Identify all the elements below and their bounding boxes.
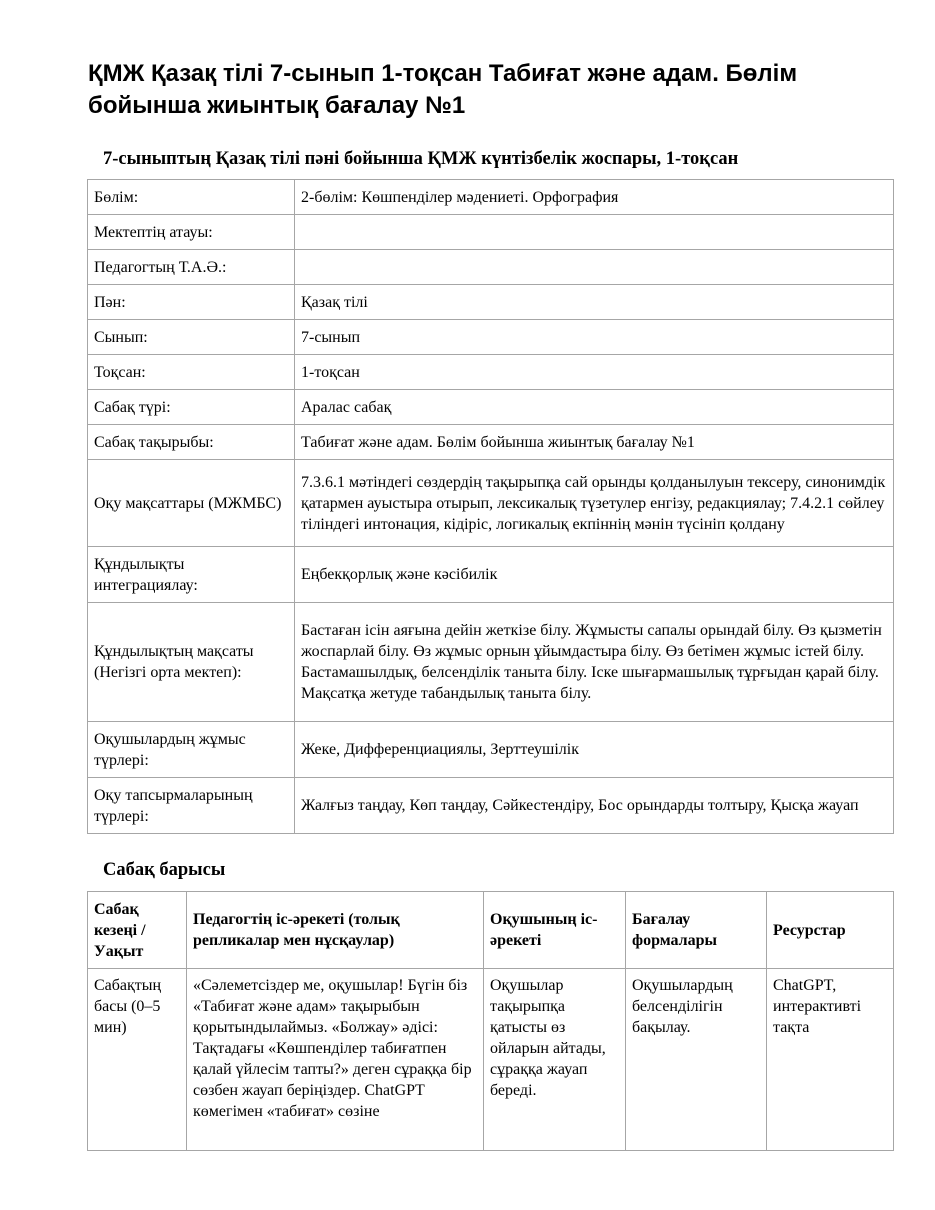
row-value-school (295, 215, 894, 250)
lesson-info-table (87, 179, 894, 834)
table-row (88, 460, 894, 547)
row-label-school: Мектептің атауы: (88, 215, 295, 250)
header-stage: Сабақ кезеңі / Уақыт (88, 892, 187, 969)
table-row (88, 215, 894, 250)
document-title: ҚМЖ Қазақ тілі 7-сынып 1-тоқсан Табиғат және адам. Бөлім бойынша жиынтық бағалау №1 (88, 60, 798, 119)
lesson-flow-table (87, 891, 894, 1151)
table-row (88, 603, 894, 722)
row-value-task-types: Жалғыз таңдау, Көп таңдау, Сәйкестендіру, Бос орындарды толтыру, Қысқа жауап (295, 778, 894, 834)
table-row (88, 722, 894, 778)
lesson-heading: Сабақ барысы (103, 860, 226, 880)
row-label-lesson-type: Сабақ түрі: (88, 390, 295, 425)
table-row (88, 285, 894, 320)
row-value-subject: Қазақ тілі (295, 285, 894, 320)
cell-teacher-activity: «Сәлеметсіздер ме, оқушылар! Бүгін біз «Табиғат және адам» тақырыбын қорытындылаймыз. «Болжау» әдісі: Тақтадағы «Көшпенділер табиғатпен қалай үйлесім тапты?» деген сұраққа бір сөзбен жауап беріңіздер. ChatGPT көмегімен «табиғат» сөзіне (187, 969, 484, 1151)
row-label-work-types: Оқушылардың жұмыс түрлері: (88, 722, 295, 778)
cell-resources: ChatGPT, интерактивті тақта (767, 969, 894, 1151)
row-value-lesson-type: Аралас сабақ (295, 390, 894, 425)
header-student-activity: Оқушының іс-әрекеті (484, 892, 626, 969)
row-label-section: Бөлім: (88, 180, 295, 215)
row-value-work-types: Жеке, Дифференциациялы, Зерттеушілік (295, 722, 894, 778)
row-value-lesson-topic: Табиғат және адам. Бөлім бойынша жиынтық бағалау №1 (295, 425, 894, 460)
row-label-value-goal: Құндылықтың мақсаты (Негізгі орта мектеп): (88, 603, 295, 722)
row-label-subject: Пән: (88, 285, 295, 320)
plan-heading: 7-сыныптың Қазақ тілі пәні бойынша ҚМЖ күнтізбелік жоспары, 1-тоқсан (103, 149, 739, 169)
table-row (88, 547, 894, 603)
cell-stage: Сабақтың басы (0–5 мин) (88, 969, 187, 1151)
row-value-grade: 7-сынып (295, 320, 894, 355)
header-teacher-activity: Педагогтің іс-әрекеті (толық репликалар мен нұсқаулар) (187, 892, 484, 969)
table-row (88, 390, 894, 425)
table-row (88, 778, 894, 834)
row-value-quarter: 1-тоқсан (295, 355, 894, 390)
row-value-objectives: 7.3.6.1 мәтіндегі сөздердің тақырыпқа сай орынды қолданылуын тексеру, синонимдік қатармен ауыстыра отырып, лексикалық түзетулер енгізу, редакциялау; 7.4.2.1 сөйлеу тіліндегі интонация, кідіріс, логикалық екпіннің мәнін түсініп қолдану (295, 460, 894, 547)
row-label-lesson-topic: Сабақ тақырыбы: (88, 425, 295, 460)
table-row (88, 355, 894, 390)
header-assessment: Бағалау формалары (626, 892, 767, 969)
row-label-quarter: Тоқсан: (88, 355, 295, 390)
row-label-grade: Сынып: (88, 320, 295, 355)
table-row (88, 320, 894, 355)
cell-student-activity: Оқушылар тақырыпқа қатысты өз ойларын айтады, сұраққа жауап береді. (484, 969, 626, 1151)
row-value-value-goal: Бастаған ісін аяғына дейін жеткізе білу. Жұмысты сапалы орындай білу. Өз қызметін жоспарлай білу. Өз жұмыс орнын ұйымдастыра білу. Өз бетімен жұмыс істей білу. Бастамашылдық, белсенділік таныта білу. Іске шығармашылық тұрғыдан қарай білу. Мақсатқа жетуде табандылық таныта білу. (295, 603, 894, 722)
row-label-objectives: Оқу мақсаттары (МЖМБС) (88, 460, 295, 547)
row-label-task-types: Оқу тапсырмаларының түрлері: (88, 778, 295, 834)
table-row (88, 425, 894, 460)
row-value-section: 2-бөлім: Көшпенділер мәдениеті. Орфография (295, 180, 894, 215)
row-label-teacher: Педагогтың Т.А.Ә.: (88, 250, 295, 285)
cell-assessment: Оқушылардың белсенділігін бақылау. (626, 969, 767, 1151)
row-label-values: Құндылықты интеграциялау: (88, 547, 295, 603)
row-value-values: Еңбекқорлық және кәсібилік (295, 547, 894, 603)
table-header-row (88, 892, 894, 969)
table-row (88, 250, 894, 285)
header-resources: Ресурстар (767, 892, 894, 969)
table-row (88, 969, 894, 1151)
row-value-teacher (295, 250, 894, 285)
table-row (88, 180, 894, 215)
